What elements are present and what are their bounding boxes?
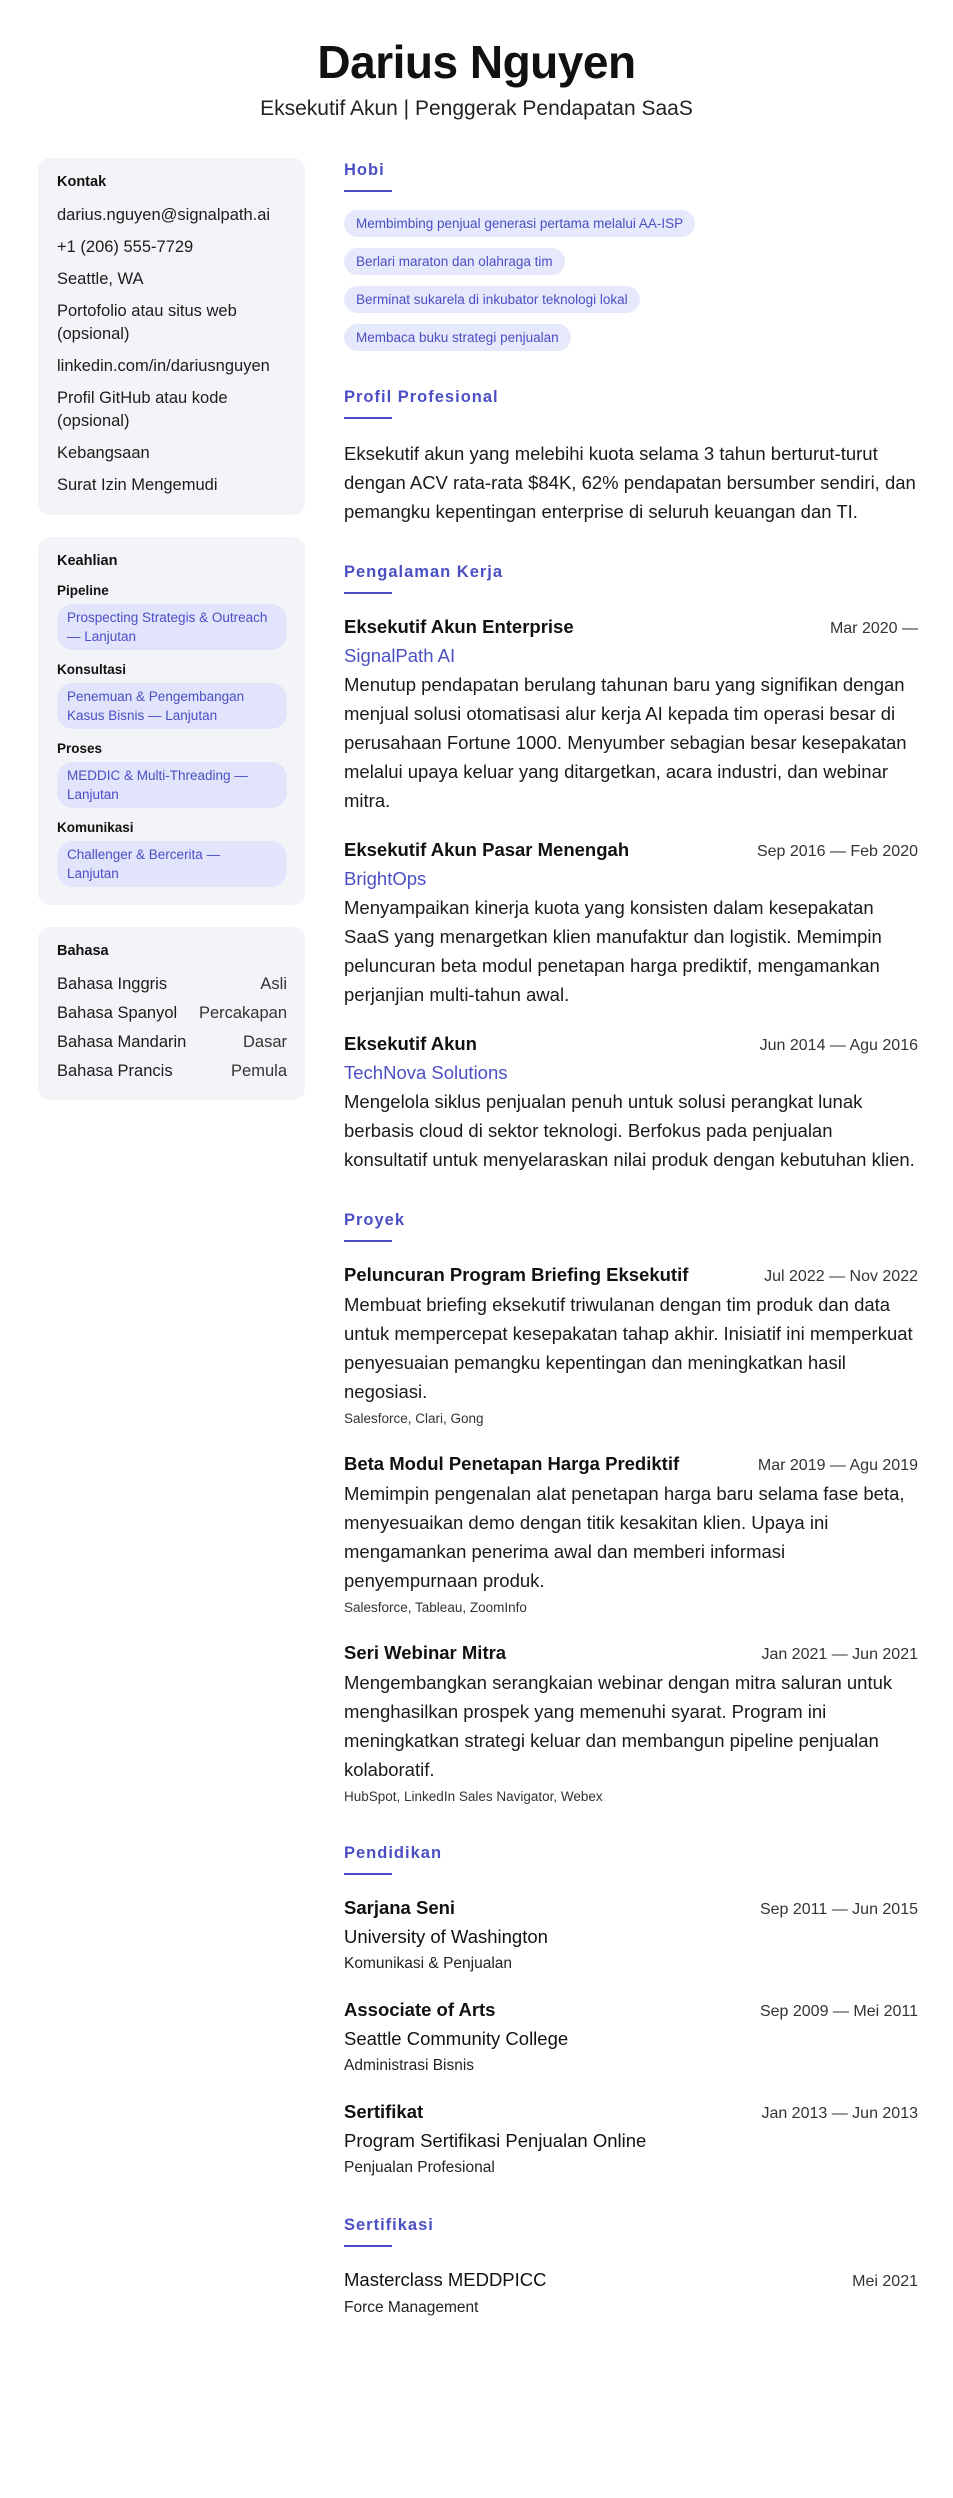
language-level: Dasar: [242, 1033, 287, 1051]
company-name: SignalPath AI: [344, 645, 456, 666]
study-field: Komunikasi & Penjualan: [344, 1955, 513, 1972]
project-entry: [344, 1262, 918, 1429]
contact-nationality: Kebangsaan: [57, 444, 150, 462]
certifications-heading: Sertifikasi: [344, 2216, 434, 2234]
hobby-tag: Membaca buku strategi penjualan: [344, 324, 571, 351]
project-dates: Mar 2019 — Agu 2019: [757, 1457, 918, 1474]
languages-title: Bahasa: [57, 943, 109, 959]
degree-name: Sarjana Seni: [344, 1897, 456, 1918]
certification-name: Masterclass MEDDPICC: [344, 2269, 547, 2290]
language-level: Asli: [260, 975, 287, 993]
experience-section: [344, 560, 918, 1174]
skill-category: Proses: [57, 741, 103, 756]
language-name: Bahasa Prancis: [57, 1062, 173, 1080]
experience-entry: [344, 614, 918, 815]
company-name: BrightOps: [344, 868, 427, 889]
project-tools: Salesforce, Tableau, ZoomInfo: [344, 1600, 527, 1615]
contact-title: Kontak: [57, 174, 107, 190]
contact-github[interactable]: Profil GitHub atau kode (opsional): [57, 389, 228, 430]
job-title: Eksekutif Akun: [344, 1033, 477, 1054]
projects-heading: Proyek: [344, 1211, 406, 1229]
language-level: Pemula: [231, 1062, 287, 1080]
resume-header: [0, 32, 953, 122]
language-row: [57, 1002, 287, 1024]
contact-card: [38, 158, 305, 515]
skill-group: [57, 583, 287, 650]
section-divider: [344, 417, 392, 419]
profile-heading: Profil Profesional: [344, 388, 499, 406]
candidate-subtitle: Eksekutif Akun | Penggerak Pendapatan SaaS: [260, 97, 693, 120]
language-row: [57, 973, 287, 995]
skills-title: Keahlian: [57, 553, 118, 569]
project-dates: Jul 2022 — Nov 2022: [764, 1268, 918, 1285]
project-tools: Salesforce, Clari, Gong: [344, 1411, 484, 1426]
education-dates: Sep 2009 — Mei 2011: [759, 2003, 918, 2020]
section-divider: [344, 592, 392, 594]
certifications-section: [344, 2213, 918, 2319]
school-name: Seattle Community College: [344, 2028, 569, 2049]
skill-group: [57, 741, 287, 808]
languages-card: [38, 927, 305, 1100]
project-name: Beta Modul Penetapan Harga Prediktif: [344, 1453, 680, 1474]
project-description: Membuat briefing eksekutif triwulanan dengan tim produk dan data untuk mempercepat kesepakatan tahap akhir. Inisiatif ini memperkuat penyesuaian pemangku kepentingan dan meningkatkan hasil negosiasi.: [344, 1294, 913, 1402]
project-entry: [344, 1640, 918, 1807]
skill-pill: MEDDIC & Multi-Threading — Lanjutan: [57, 762, 287, 808]
education-entry: [344, 1895, 918, 1975]
contact-email[interactable]: darius.nguyen@signalpath.ai: [57, 206, 271, 224]
degree-name: Associate of Arts: [344, 1999, 496, 2020]
language-name: Bahasa Spanyol: [57, 1004, 178, 1022]
education-entry: [344, 2099, 918, 2179]
skill-group: [57, 820, 287, 887]
school-name: University of Washington: [344, 1926, 548, 1947]
certification-issuer: Force Management: [344, 2299, 479, 2316]
school-name: Program Sertifikasi Penjualan Online: [344, 2130, 647, 2151]
job-title: Eksekutif Akun Enterprise: [344, 616, 574, 637]
project-name: Seri Webinar Mitra: [344, 1642, 507, 1663]
project-entry: [344, 1451, 918, 1618]
job-description: Menyampaikan kinerja kuota yang konsisten dalam kesepakatan SaaS yang menargetkan klien manufaktur dan logistik. Memimpin peluncuran beta modul penetapan harga prediktif, mengamankan perjanjian multi-tahun awal.: [344, 897, 882, 1005]
project-description: Mengembangkan serangkaian webinar dengan mitra saluran untuk menghasilkan prospek yang memenuhi syarat. Program ini meningkatkan strategi keluar dan membangun pipeline penjualan kolaboratif.: [344, 1672, 893, 1780]
language-name: Bahasa Inggris: [57, 975, 168, 993]
skill-pill: Prospecting Strategis & Outreach — Lanjutan: [57, 604, 287, 650]
skills-card: [38, 537, 305, 905]
hobby-tag: Berlari maraton dan olahraga tim: [344, 248, 565, 275]
section-divider: [344, 2245, 392, 2247]
degree-name: Sertifikat: [344, 2101, 424, 2122]
project-description: Memimpin pengenalan alat penetapan harga baru selama fase beta, menyesuaikan demo dengan titik kesakitan klien. Upaya ini mengamankan penerima awal dan memberi informasi penyempurnaan produk.: [344, 1483, 905, 1591]
job-description: Mengelola siklus penjualan penuh untuk solusi perangkat lunak berbasis cloud di sektor teknologi. Berfokus pada penjualan konsultatif untuk menyelaraskan nilai produk dengan kebutuhan klien.: [344, 1091, 915, 1170]
main-content: [344, 158, 918, 2353]
company-name: TechNova Solutions: [344, 1062, 508, 1083]
education-dates: Jan 2013 — Jun 2013: [761, 2105, 918, 2122]
profile-section: [344, 385, 918, 526]
section-divider: [344, 1240, 392, 1242]
skill-category: Konsultasi: [57, 662, 127, 677]
education-dates: Sep 2011 — Jun 2015: [759, 1901, 918, 1918]
language-level: Percakapan: [198, 1004, 287, 1022]
hobby-tag: Membimbing penjual generasi pertama melalui AA-ISP: [344, 210, 695, 237]
education-entry: [344, 1997, 918, 2077]
education-heading: Pendidikan: [344, 1844, 443, 1862]
skill-pill: Challenger & Bercerita — Lanjutan: [57, 841, 287, 887]
skill-pill: Penemuan & Pengembangan Kasus Bisnis — Lanjutan: [57, 683, 287, 729]
contact-portfolio[interactable]: Portofolio atau situs web (opsional): [57, 302, 237, 343]
contact-linkedin[interactable]: linkedin.com/in/dariusnguyen: [57, 357, 270, 375]
project-tools: HubSpot, LinkedIn Sales Navigator, Webex: [344, 1789, 603, 1804]
experience-heading: Pengalaman Kerja: [344, 563, 504, 581]
language-row: [57, 1031, 287, 1053]
job-title: Eksekutif Akun Pasar Menengah: [344, 839, 630, 860]
job-description: Menutup pendapatan berulang tahunan baru yang signifikan dengan menjual solusi otomatisasi alur kerja AI kepada tim operasi besar di perusahaan Fortune 1000. Menyumber sebagian besar kesepakatan melalui upaya keluar yang ditargetkan, acara industri, dan webinar mitra.: [344, 674, 907, 811]
job-dates: Jun 2014 — Agu 2016: [759, 1037, 918, 1054]
contact-phone[interactable]: +1 (206) 555-7729: [57, 238, 194, 256]
language-name: Bahasa Mandarin: [57, 1033, 187, 1051]
hobby-tag: Berminat sukarela di inkubator teknologi lokal: [344, 286, 640, 313]
profile-text: Eksekutif akun yang melebihi kuota selama 3 tahun berturut-turut dengan ACV rata-rata $84K, 62% pendapatan bersumber sendiri, dan pemangku kepentingan enterprise di seluruh keuangan dan TI.: [344, 443, 916, 522]
job-dates: Mar 2020 —: [829, 620, 918, 637]
skill-category: Pipeline: [57, 583, 109, 598]
certification-entry: [344, 2267, 918, 2319]
project-name: Peluncuran Program Briefing Eksekutif: [344, 1264, 689, 1285]
language-row: [57, 1060, 287, 1082]
job-dates: Sep 2016 — Feb 2020: [756, 843, 918, 860]
projects-section: [344, 1208, 918, 1807]
contact-location: Seattle, WA: [57, 270, 144, 288]
project-dates: Jan 2021 — Jun 2021: [761, 1646, 918, 1663]
sidebar: [38, 158, 305, 1122]
experience-entry: [344, 1031, 918, 1174]
skill-category: Komunikasi: [57, 820, 134, 835]
candidate-name: Darius Nguyen: [317, 36, 636, 88]
study-field: Penjualan Profesional: [344, 2159, 495, 2176]
study-field: Administrasi Bisnis: [344, 2057, 475, 2074]
section-divider: [344, 1873, 392, 1875]
skill-group: [57, 662, 287, 729]
contact-license: Surat Izin Mengemudi: [57, 476, 218, 494]
section-divider: [344, 190, 392, 192]
hobbies-heading: Hobi: [344, 161, 385, 179]
education-section: [344, 1841, 918, 2179]
hobby-list: [344, 210, 918, 351]
experience-entry: [344, 837, 918, 1009]
hobbies-section: [344, 158, 918, 351]
certification-date: Mei 2021: [852, 2273, 918, 2290]
